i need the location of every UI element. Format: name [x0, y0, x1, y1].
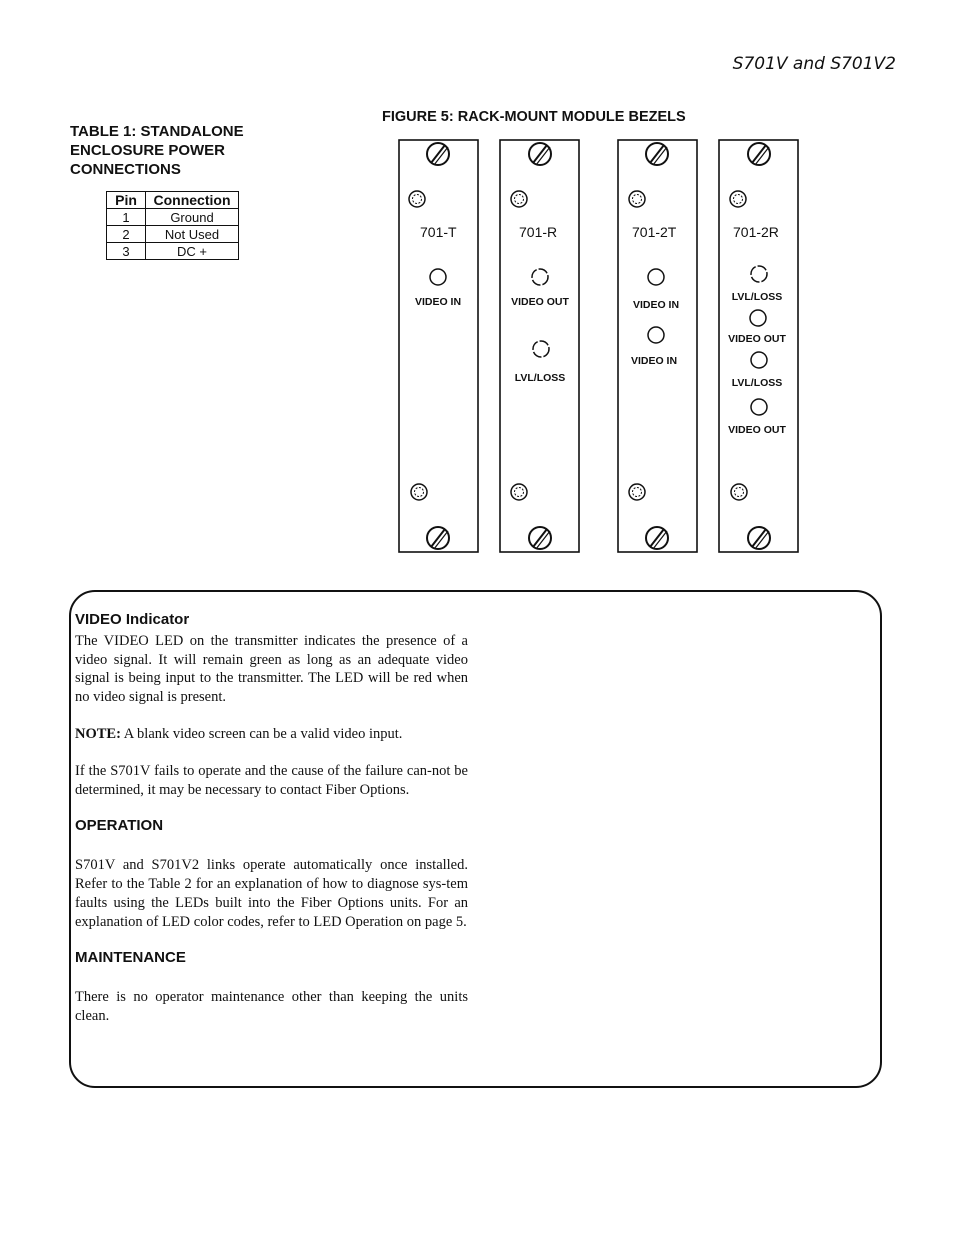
table-1-title: TABLE 1: STANDALONE ENCLOSURE POWER CONNECTIONS [70, 123, 244, 178]
top-screw-icon [427, 143, 449, 165]
top-screw-icon [529, 143, 551, 165]
maintenance-heading: MAINTENANCE [75, 949, 186, 967]
top-mount-hole-icon [409, 191, 425, 207]
figure-5-title: FIGURE 5: RACK-MOUNT MODULE BEZELS [382, 109, 686, 125]
top-mount-hole-icon [730, 191, 746, 207]
top-mount-hole-icon [511, 191, 527, 207]
led-indicator-icon [648, 327, 664, 343]
maintenance-paragraph: There is no operator maintenance other than keeping the units clean. [75, 989, 468, 1024]
bezel-701-2r [719, 140, 798, 552]
indicator-label: VIDEO OUT [728, 333, 786, 345]
bottom-screw-icon [529, 527, 551, 549]
bottom-screw-icon [646, 527, 668, 549]
table-cell-connection: Ground [146, 209, 239, 226]
bottom-mount-hole-icon [511, 484, 527, 500]
column-header-connection: Connection [146, 192, 239, 209]
indicator-label: LVL/LOSS [731, 377, 783, 389]
bezel-701-t [399, 140, 478, 552]
indicator-label: VIDEO OUT [728, 424, 786, 436]
module-name: 701-R [519, 224, 558, 240]
operation-heading: OPERATION [75, 817, 164, 835]
table-cell-pin: 3 [107, 243, 146, 260]
top-mount-hole-icon [629, 191, 645, 207]
bezel-701-r [500, 140, 579, 552]
indicator-label: VIDEO IN [632, 299, 680, 311]
led-indicator-icon [532, 269, 548, 285]
bezel-701-2t [618, 140, 697, 552]
led-indicator-icon [648, 269, 664, 285]
table-cell-connection: Not Used [146, 226, 239, 243]
page-header-title: S701V and S701V2 [732, 54, 896, 74]
led-indicator-icon [533, 341, 549, 357]
column-header-pin: Pin [107, 192, 146, 209]
led-indicator-icon [430, 269, 446, 285]
indicator-label: VIDEO IN [630, 355, 678, 367]
led-indicator-icon [751, 266, 767, 282]
note-paragraph [75, 725, 468, 744]
operation-paragraph: S701V and S701V2 links operate automatically once installed. Refer to the Table 2 for an explanation of how to diagnose sys-tem faults using the LEDs built into the Fiber Options units. For an explanation of LED color codes, refer to LED Operation on page 5. [75, 857, 468, 930]
indicator-label: LVL/LOSS [731, 291, 783, 303]
table-cell-pin: 2 [107, 226, 146, 243]
video-indicator-paragraph: The VIDEO LED on the transmitter indicates the presence of a video signal. It will remain green as long as an adequate video signal is being input to the transmitter. The LED will be red when no video signal is present. [75, 632, 468, 706]
indicator-label: VIDEO OUT [511, 296, 569, 308]
note-label: NOTE: [75, 725, 121, 742]
table-cell-pin: 1 [107, 209, 146, 226]
video-indicator-heading: VIDEO Indicator [75, 611, 190, 628]
bottom-mount-hole-icon [411, 484, 427, 500]
table-cell-connection: DC + [146, 243, 239, 260]
module-name: 701-2R [733, 224, 779, 240]
led-indicator-icon [751, 352, 767, 368]
module-name: 701-T [420, 224, 457, 240]
failure-paragraph: If the S701V fails to operate and the cause of the failure can-not be determined, it may be necessary to contact Fiber Options. [75, 762, 468, 798]
led-indicator-icon [750, 310, 766, 326]
rack-mount-bezels-figure [0, 0, 954, 600]
note-text: A blank video screen can be a valid video input. [120, 725, 403, 742]
indicator-label: VIDEO IN [414, 296, 462, 308]
module-name: 701-2T [632, 224, 677, 240]
top-screw-icon [646, 143, 668, 165]
bottom-mount-hole-icon [629, 484, 645, 500]
led-indicator-icon [751, 399, 767, 415]
bottom-screw-icon [427, 527, 449, 549]
top-screw-icon [748, 143, 770, 165]
indicator-label: LVL/LOSS [514, 372, 566, 384]
info-box-content [75, 611, 468, 1044]
bottom-mount-hole-icon [731, 484, 747, 500]
bottom-screw-icon [748, 527, 770, 549]
